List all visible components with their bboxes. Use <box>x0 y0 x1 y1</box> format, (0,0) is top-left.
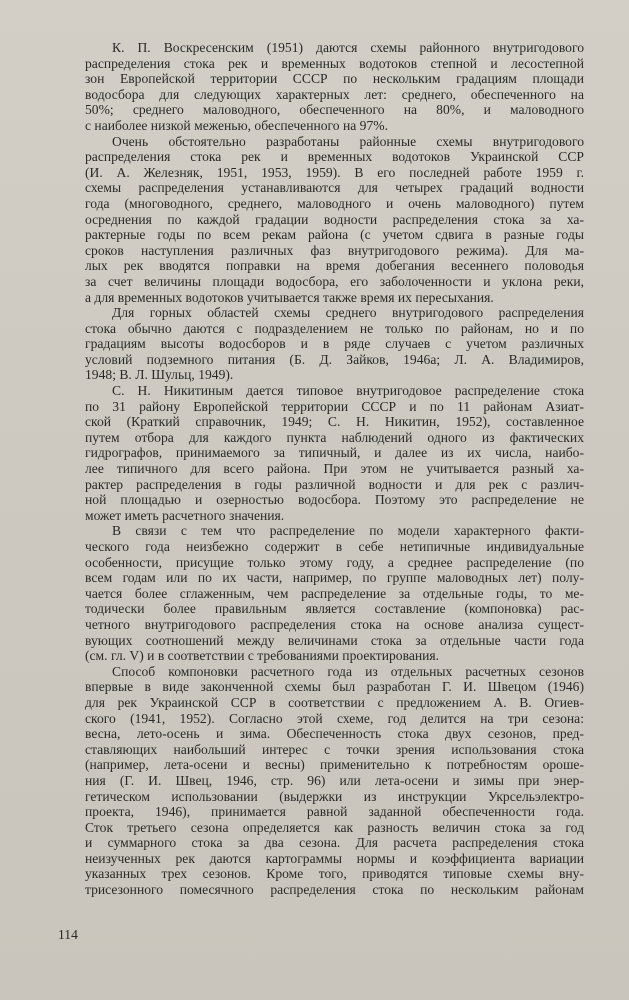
text-line: условий подземного питания (Б. Д. Зайков, 1946а; Л. А. Владимиров, <box>85 351 584 367</box>
page-number: 114 <box>58 927 78 942</box>
text-line: четного внутригодового распределения стока на основе анализа сущест- <box>85 616 584 632</box>
text-line: (см. гл. V) и в соответствии с требованиями проектирования. <box>85 648 440 664</box>
text-line: стока обычно даются с подразделением не только по районам, но и по <box>85 320 584 336</box>
text-line: гидрографов, принимаемого за типичный, и далее из их числа, наибо- <box>85 445 584 461</box>
text-line: года (многоводного, среднего, маловодного и очень маловодного) путем <box>85 195 584 211</box>
text-line: 50%; среднего маловодного, обеспеченного на 80%, и маловодного <box>85 102 584 118</box>
text-line: всем годам или по их части, например, по группе маловодных лет) полу- <box>85 570 584 586</box>
text-line: ставляющих наибольший интерес с точки зрения использования стока <box>85 741 584 757</box>
text-line: за счет величины площади водосбора, его заболоченности и уклона реки, <box>85 273 584 289</box>
text-line: Способ компоновки расчетного года из отдельных расчетных сезонов <box>112 663 584 679</box>
text-line: распределения стока рек и временных водотоков степной и лесостепной <box>85 55 584 71</box>
text-line: рактер распределения в годы различной водности и для рек с различ- <box>85 476 584 492</box>
text-line: Сток третьего сезона определяется как разность величин стока за год <box>85 819 584 835</box>
paragraph <box>58 134 584 306</box>
text-line: и суммарного стока за два сезона. Для расчета распределения стока <box>85 835 584 851</box>
text-line: градациям высоты водосборов и в ряде случаев с учетом различных <box>85 336 584 352</box>
text-line: особенности, присущие только этому году, а среднее распределение (по <box>85 554 584 570</box>
text-line: ской (Краткий справочник, 1949; С. Н. Никитин, 1952), составленное <box>85 414 584 430</box>
text-line: 1948; В. Л. Шульц, 1949). <box>85 367 234 383</box>
text-line: может иметь расчетного значения. <box>85 507 285 523</box>
text-line: схемы распределения устанавливаются для четырех градаций водности <box>85 180 584 196</box>
text-line: тодически более правильным является составление (компоновка) рас- <box>85 601 584 617</box>
text-line: ского (1941, 1952). Согласно этой схеме, год делится на три сезона: <box>85 710 584 726</box>
paragraph <box>58 305 584 383</box>
text-line: с наиболее низкой меженью, обеспеченного на 97%. <box>85 117 388 133</box>
text-line: Для горных областей схемы среднего внутригодового распределения <box>112 305 584 321</box>
text-line: указанных трех сезонов. Кроме того, приводятся типовые схемы вну- <box>85 866 584 882</box>
text-line: весна, лето-осень и зима. Обеспеченность стока двух сезонов, пред- <box>85 726 584 742</box>
text-line: осреднения по каждой градации водности распределения стока за ха- <box>85 211 584 227</box>
paragraph <box>58 523 584 663</box>
text-line: неизученных рек даются картограммы нормы и коэффициента вариации <box>85 850 584 866</box>
text-line: вующих соотношений между величинами стока за отдельные части года <box>85 632 584 648</box>
body-text <box>58 40 584 898</box>
text-line: ческого года неизбежно содержит в себе нетипичные индивидуальные <box>85 539 584 554</box>
text-line: рактерные годы по всем рекам района (с учетом сдвига в разные годы <box>85 227 584 243</box>
text-line: чается более сглаженным, чем распределение за отдельные годы, то ме- <box>85 585 584 601</box>
text-line: распределения стока рек и временных водотоков Украинской ССР <box>85 149 584 165</box>
text-line: лее типичного для всего района. При этом не учитывается разный ха- <box>85 461 584 477</box>
text-line: гетическом использовании (выдержки из инструкции Укрсельэлектро- <box>85 788 584 804</box>
text-line: сроков наступления различных фаз внутригодового режима). Для ма- <box>85 242 584 258</box>
text-line: по 31 району Европейской территории СССР и по 11 районам Азиат- <box>85 398 584 414</box>
text-line: лых рек вводятся поправки на время добегания весеннего половодья <box>85 258 584 274</box>
text-line: (И. А. Железняк, 1951, 1953, 1959). В его последней работе 1959 г. <box>85 164 584 180</box>
text-line: водосбора для следующих характерных лет: среднего, обеспеченного на <box>85 86 584 102</box>
text-line: (например, лета-осени и весны) применительно к потребностям ороше- <box>85 757 584 773</box>
text-line: для рек Украинской ССР в соответствии с предложением А. В. Огиев- <box>85 694 584 710</box>
text-line: С. Н. Никитиным дается типовое внутригодовое распределение стока <box>112 383 584 399</box>
text-line: ной площадью и озерностью водосбора. Поэтому это распределение не <box>85 492 584 508</box>
text-line: В связи с тем что распределение по модели характерного факти- <box>112 523 584 539</box>
text-line: К. П. Воскресенским (1951) даются схемы районного внутригодового <box>112 40 584 55</box>
text-line: путем отбора для каждого пункта наблюдений одного из фактических <box>85 429 584 445</box>
text-line: а для временных водотоков учитывается также время их пересыхания. <box>85 289 494 305</box>
text-line: трисезонного помесячного распределения стока по нескольким районам <box>85 882 584 898</box>
text-line: проекта, 1946), принимается равной заданной обеспеченности года. <box>85 804 584 820</box>
text-line: Очень обстоятельно разработаны районные схемы внутригодового <box>112 133 584 149</box>
paragraph <box>58 40 584 134</box>
paragraph <box>58 383 584 523</box>
paragraph <box>58 664 584 898</box>
text-line: впервые в виде законченной схемы был разработан Г. И. Швецом (1946) <box>85 679 584 695</box>
text-line: ния (Г. И. Швец, 1946, стр. 96) или лета-осени и зимы при энер- <box>85 772 584 788</box>
text-line: зон Европейской территории СССР по нескольким градациям площади <box>85 71 584 87</box>
